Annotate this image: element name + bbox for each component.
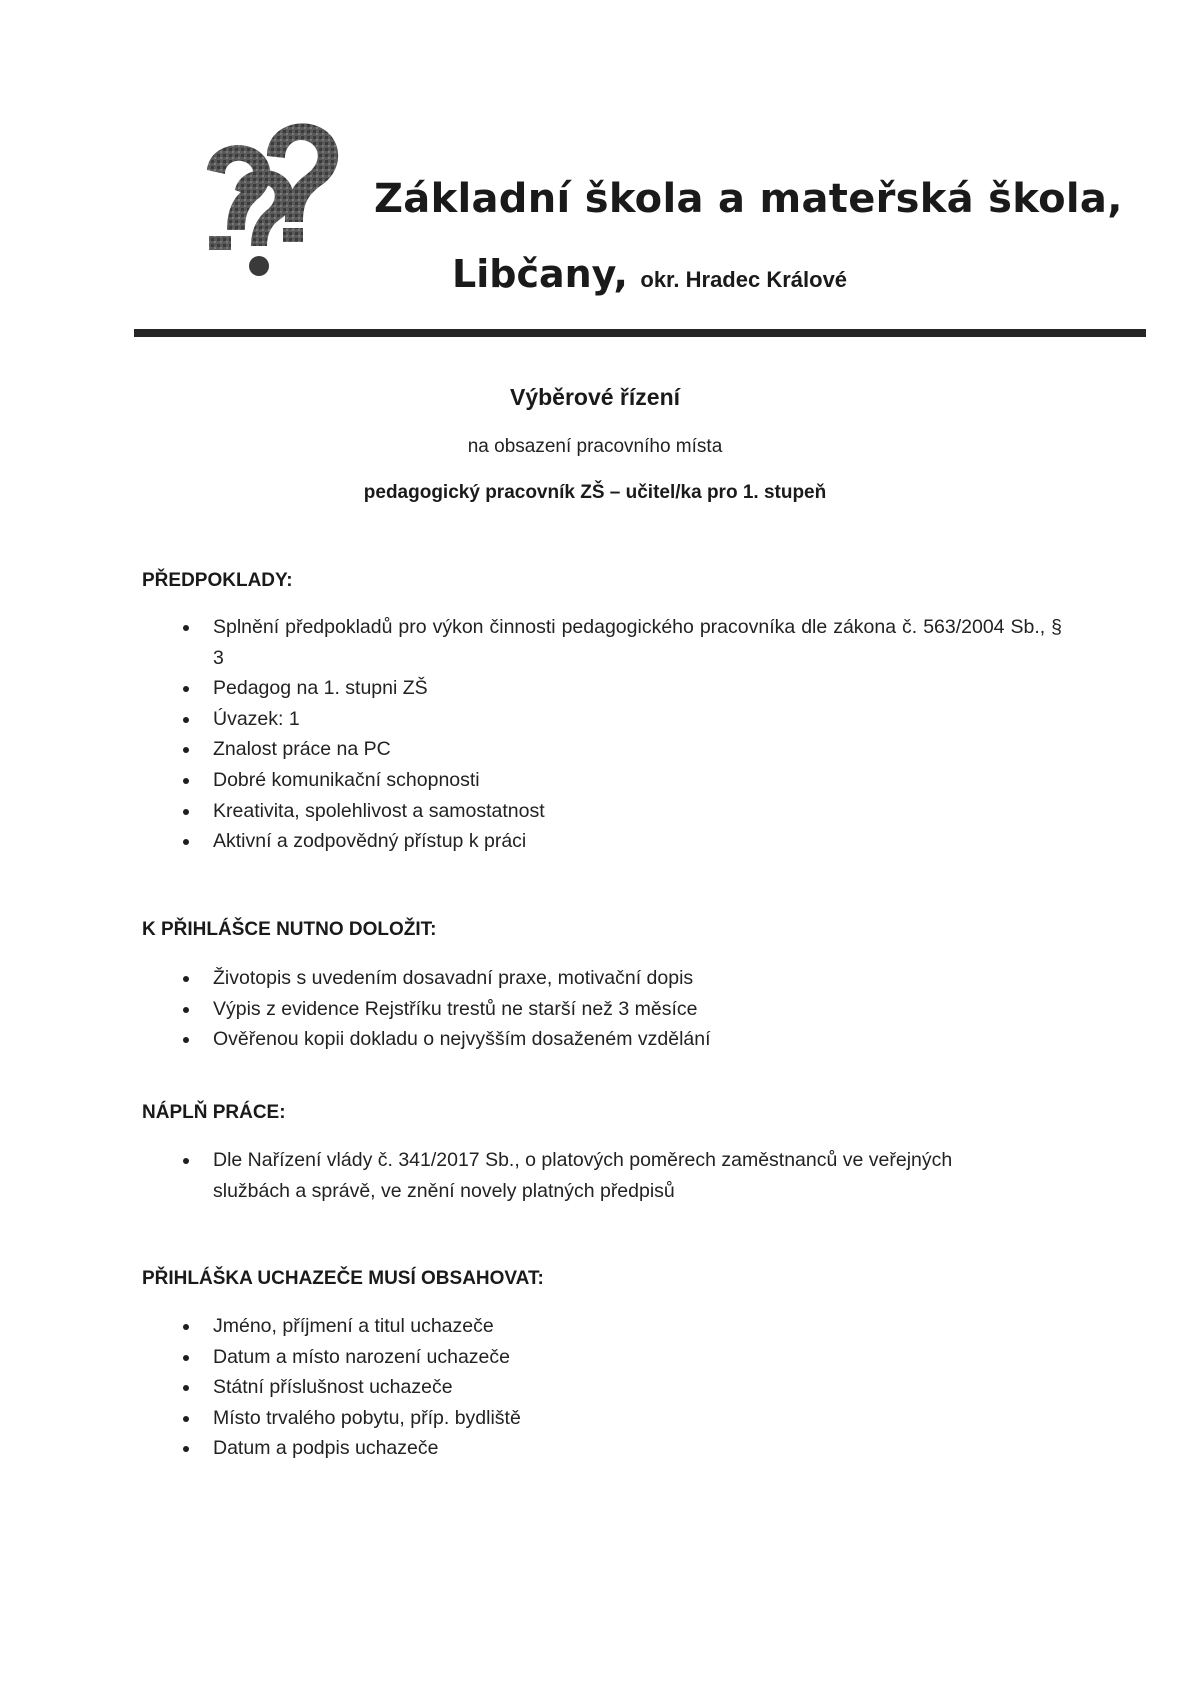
town-name: Libčany, [452, 252, 628, 296]
list-item: Místo trvalého pobytu, příp. bydliště [142, 1403, 1062, 1434]
question-marks-logo-icon [205, 118, 355, 283]
list-item: Splnění předpokladů pro výkon činnosti pedagogického pracovníka dle zákona č. 563/2004 Sb., § 3 [142, 612, 1062, 673]
section-heading-napln-prace: NÁPLŇ PRÁCE: [142, 1102, 286, 1123]
job-description-list [142, 1145, 1022, 1206]
school-location [452, 252, 847, 296]
section-heading-predpoklady: PŘEDPOKLADY: [142, 570, 293, 591]
documents-list [142, 963, 1062, 1055]
section-heading-prihlaska: PŘIHLÁŠKA UCHAZEČE MUSÍ OBSAHOVAT: [142, 1268, 544, 1289]
section-heading-doklady: K PŘIHLÁŠCE NUTNO DOLOŽIT: [142, 919, 437, 940]
job-position: pedagogický pracovník ZŠ – učitel/ka pro 1. stupeň [363, 482, 827, 503]
application-contents-list [142, 1311, 1062, 1464]
list-item: Aktivní a zodpovědný přístup k práci [142, 826, 1062, 857]
list-item: Dobré komunikační schopnosti [142, 765, 1062, 796]
school-name: Základní škola a mateřská škola, [374, 176, 1123, 222]
list-item: Státní příslušnost uchazeče [142, 1372, 1062, 1403]
list-item: Životopis s uvedením dosavadní praxe, motivační dopis [142, 963, 1062, 994]
list-item: Kreativita, spolehlivost a samostatnost [142, 796, 1062, 827]
list-item: Ověřenou kopii dokladu o nejvyšším dosaženém vzdělání [142, 1024, 1062, 1055]
list-item: Dle Nařízení vlády č. 341/2017 Sb., o platových poměrech zaměstnanců ve veřejných službách a správě, ve znění novely platných předpisů [142, 1145, 1022, 1206]
page-subtitle: na obsazení pracovního místa [467, 436, 723, 457]
list-item: Úvazek: 1 [142, 704, 1062, 735]
list-item: Výpis z evidence Rejstříku trestů ne starší než 3 měsíce [142, 994, 1062, 1025]
district-name: okr. Hradec Králové [640, 267, 848, 292]
page-title: Výběrové řízení [509, 384, 681, 410]
header-divider [134, 329, 1146, 337]
list-item: Datum a místo narození uchazeče [142, 1342, 1062, 1373]
list-item: Datum a podpis uchazeče [142, 1433, 1062, 1464]
list-item: Jméno, příjmení a titul uchazeče [142, 1311, 1062, 1342]
list-item: Pedagog na 1. stupni ZŠ [142, 673, 1062, 704]
requirements-list [142, 612, 1062, 857]
list-item: Znalost práce na PC [142, 734, 1062, 765]
